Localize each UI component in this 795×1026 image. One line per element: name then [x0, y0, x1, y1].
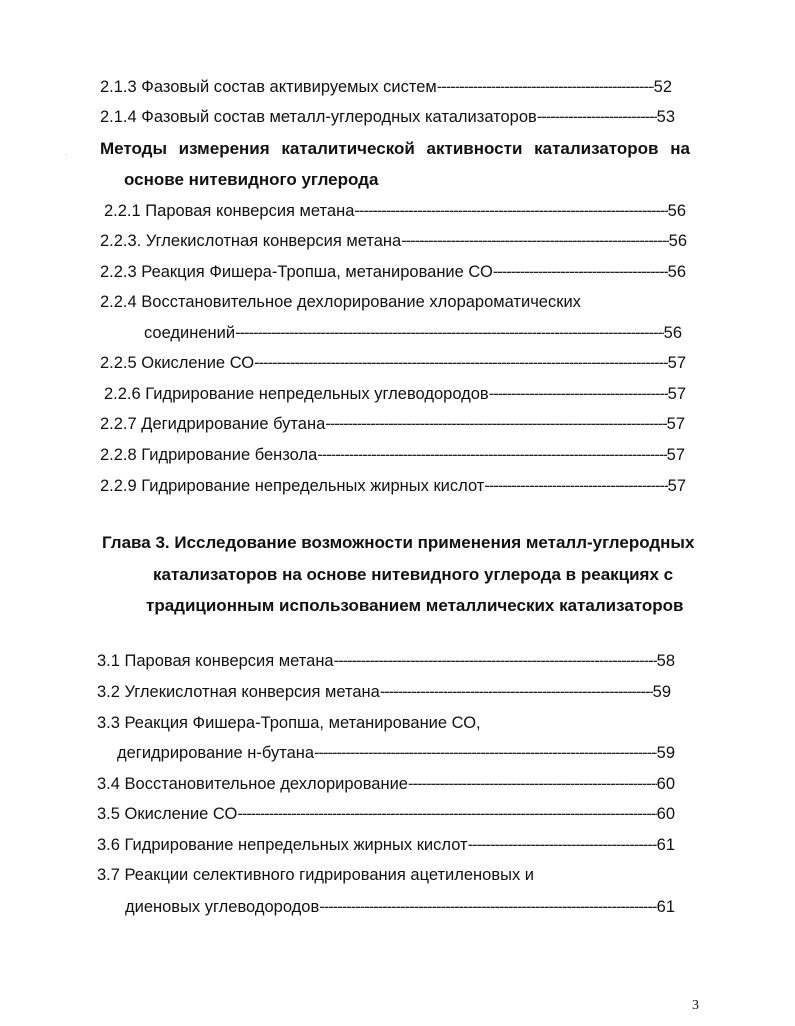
toc-entry-label: 2.1.3 Фазовый состав активируемых систем: [100, 78, 437, 96]
toc-entry-page: 56: [667, 263, 686, 281]
dot-leader: [493, 262, 668, 282]
toc-entry-page: 60: [656, 805, 675, 823]
dot-leader: [334, 651, 657, 671]
toc-entry-page: 57: [666, 446, 685, 464]
toc-entry-label: 3.2 Углекислотная конверсия метана: [97, 683, 380, 701]
toc-entry: [144, 323, 682, 343]
toc-entry-label: 2.2.8 Гидрирование бензола: [100, 446, 318, 464]
toc-entry: [97, 651, 675, 671]
toc-entry-page: 52: [653, 78, 672, 96]
chapter-heading-cont: традиционным использованием металлических катализаторов: [146, 596, 684, 615]
toc-entry-page: 59: [656, 744, 675, 762]
toc-entry-label: диеновых углеводородов: [125, 898, 320, 916]
toc-entry: [100, 476, 686, 496]
toc-entry: [100, 262, 686, 282]
toc-entry-page: 56: [667, 202, 686, 220]
dot-leader: [314, 743, 657, 763]
toc-entry: [104, 384, 686, 404]
toc-entry-page: 59: [652, 683, 671, 701]
toc-entry: [104, 201, 686, 221]
toc-entry-page: 61: [656, 898, 675, 916]
toc-entry-label: 3.4 Восстановительное дехлорирование: [97, 775, 408, 793]
toc-entry: [100, 231, 687, 251]
toc-entry-page: 56: [663, 324, 682, 342]
toc-entry-label: 2.2.5 Окисление СО: [100, 354, 255, 372]
toc-entry: [100, 414, 685, 434]
dot-leader: [408, 774, 657, 794]
toc-entry-page: 53: [656, 108, 675, 126]
dot-leader: [401, 231, 668, 251]
dot-leader: [484, 476, 667, 496]
dot-leader: [235, 323, 664, 343]
toc-entry: [100, 77, 672, 97]
page-number: 3: [692, 998, 699, 1013]
toc-entry-label: 3.6 Гидрирование непредельных жирных кислот: [97, 836, 468, 854]
toc-entry-page: 57: [667, 354, 686, 372]
dot-leader: [319, 897, 656, 917]
toc-entry-label: дегидрирование н-бутана: [117, 744, 315, 762]
toc-entry-page: 60: [656, 775, 675, 793]
dot-leader: [468, 835, 657, 855]
toc-entry-label: 2.2.7 Дегидрирование бутана: [100, 415, 326, 433]
toc-entry-page: 57: [667, 385, 686, 403]
toc-entry-label: 2.2.3 Реакция Фишера-Тропша, метанирование СО: [100, 263, 493, 281]
scan-speck: ·: [65, 150, 68, 159]
toc-entry-page: 58: [656, 652, 675, 670]
dot-leader: [237, 804, 656, 824]
toc-entry: [100, 445, 685, 465]
toc-entry-page: 57: [666, 415, 685, 433]
dot-leader: [354, 201, 667, 221]
toc-entry: [97, 835, 675, 855]
dot-leader: [325, 414, 666, 434]
chapter-heading: Глава 3. Исследование возможности применения металл-углеродных: [102, 533, 695, 552]
toc-entry-page: 56: [668, 232, 687, 250]
toc-entry-label: 2.2.4 Восстановительное дехлорирование хлорароматических: [100, 293, 581, 311]
toc-entry: [97, 774, 675, 794]
toc-entry-label: 2.2.6 Гидрирование непредельных углеводородов: [104, 385, 489, 403]
section-heading: Методы измерения каталитической активности катализаторов на: [100, 139, 690, 158]
dot-leader: [254, 353, 668, 373]
toc-entry-label: 3.3 Реакция Фишера-Тропша, метанирование СО,: [97, 714, 481, 732]
toc-entry-label: 2.2.9 Гидрирование непредельных жирных кислот: [100, 477, 485, 495]
toc-entry-label: 3.5 Окисление СО: [97, 805, 238, 823]
dot-leader: [537, 107, 657, 127]
toc-entry: [100, 353, 686, 373]
toc-entry-page: 57: [667, 477, 686, 495]
toc-entry-label: соединений: [144, 324, 236, 342]
dot-leader: [317, 445, 666, 465]
toc-entry: [117, 743, 675, 763]
toc-entry-page: 61: [656, 836, 675, 854]
dot-leader: [437, 77, 654, 97]
toc-entry-label: 2.2.3. Углекислотная конверсия метана: [100, 232, 402, 250]
chapter-heading-cont: катализаторов на основе нитевидного углерода в реакциях с: [153, 565, 674, 584]
toc-entry-label: 3.7 Реакции селективного гидрирования ацетиленовых и: [97, 866, 535, 884]
toc-entry: [125, 897, 675, 917]
toc-entry: [100, 107, 675, 127]
dot-leader: [489, 384, 668, 404]
toc-entry: [97, 804, 675, 824]
toc-entry-label: 2.2.1 Паровая конверсия метана: [104, 202, 355, 220]
dot-leader: [380, 682, 653, 702]
toc-entry: [97, 682, 671, 702]
toc-entry-label: 3.1 Паровая конверсия метана: [97, 652, 334, 670]
section-heading-cont: основе нитевидного углерода: [124, 170, 379, 189]
toc-entry-label: 2.1.4 Фазовый состав металл-углеродных катализаторов: [100, 108, 537, 126]
